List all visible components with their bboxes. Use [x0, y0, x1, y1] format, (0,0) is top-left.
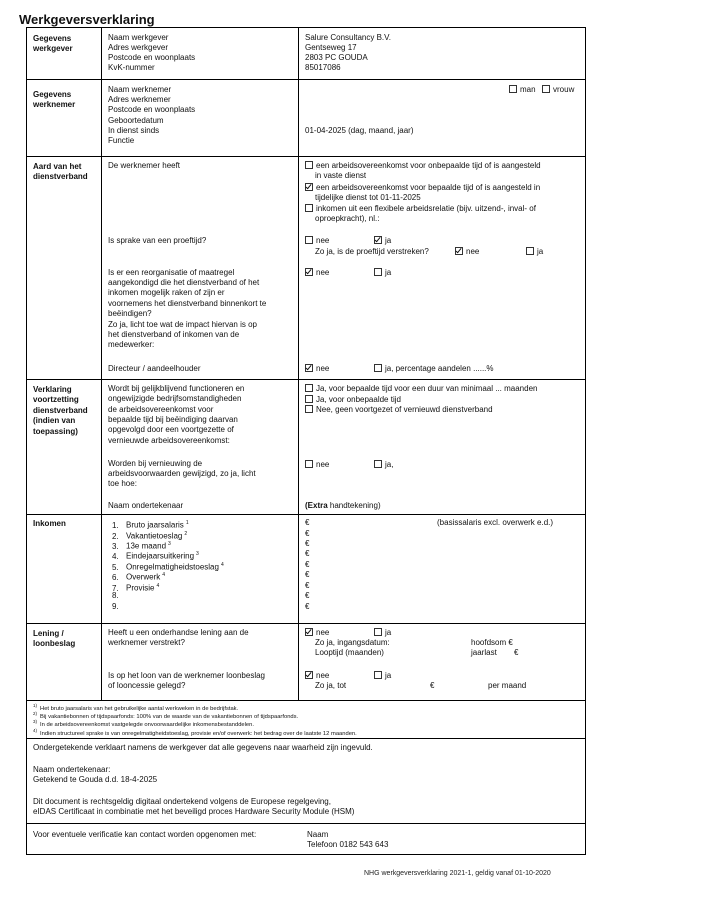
inkomen-item-label: Bruto jaarsalaris: [126, 520, 184, 530]
werkgever-heading-2: werkgever: [33, 44, 73, 53]
checkbox-icon[interactable]: [305, 384, 313, 392]
werknemer-label: Geboortedatum: [108, 116, 164, 125]
reorg-question: aangekondigd die het dienstverband of het: [108, 278, 260, 287]
checkbox-checked-icon[interactable]: [305, 268, 313, 276]
footnote-marker: 3): [33, 719, 38, 724]
directeur-nee[interactable]: nee: [305, 364, 329, 375]
checkbox-checked-icon[interactable]: [374, 236, 382, 244]
inkomen-euro-field[interactable]: €: [305, 591, 310, 600]
dienstverband-heading-2: dienstverband: [33, 172, 88, 181]
werkgever-label: Adres werkgever: [108, 43, 169, 52]
vernieuwing-question: arbeidsvoorwaarden gewijzigd, zo ja, licht: [108, 469, 256, 478]
werknemer-heading-1: Gegevens: [33, 90, 72, 99]
inkomen-item-number: 6.: [112, 572, 119, 582]
per-maand-label: per maand: [488, 681, 527, 690]
reorg-question: Zo ja, licht toe wat de impact hiervan is op: [108, 320, 257, 329]
footnote-ref: 2: [184, 531, 188, 537]
footnote-marker: 2): [33, 711, 38, 716]
inkomen-item-number: 7.: [112, 583, 119, 593]
inkomen-euro-field[interactable]: €: [305, 581, 310, 590]
lening-question: Heeft u een onderhandse lening aan de: [108, 628, 249, 637]
vernieuwing-question: toe hoe:: [108, 479, 137, 488]
loonbeslag-nee[interactable]: nee: [305, 671, 329, 682]
footnote-text: In de arbeidsovereenkomst vastgelegde onvoorwaardelijke inkomensbestanddelen.: [40, 721, 254, 728]
checkbox-icon[interactable]: [305, 405, 313, 413]
inkomen-euro-field[interactable]: €: [305, 560, 310, 569]
vernieuwing-ja[interactable]: ja,: [374, 460, 393, 471]
loonbeslag-question: Is op het loon van de werknemer loonbeslag: [108, 671, 265, 680]
inkomen-item: [112, 591, 126, 602]
inkomen-euro-field[interactable]: €: [305, 549, 310, 558]
voortzetting-heading: voortzetting: [33, 395, 79, 404]
option-flexibel[interactable]: inkomen uit een flexibele arbeidsrelatie (bijv. uitzend-, inval- of: [305, 204, 536, 215]
loonbeslag-question: of looncessie gelegd?: [108, 681, 186, 690]
page-footer: NHG werkgeversverklaring 2021-1, geldig vanaf 01-10-2020: [364, 870, 551, 877]
checkbox-icon[interactable]: [509, 85, 517, 93]
werknemer-heading-2: werknemer: [33, 100, 76, 109]
verificatie-naam: Naam: [307, 830, 329, 839]
gender-man-option[interactable]: man: [509, 85, 536, 96]
werknemer-label: Adres werknemer: [108, 95, 171, 104]
footnote-text: Het bruto jaarsalaris van het gebruikelijke aantal werkweken in de bedrijfstak.: [40, 705, 239, 712]
dienstverband-heading-1: Aard van het: [33, 162, 82, 171]
loonbeslag-ja[interactable]: ja: [374, 671, 391, 682]
werkgever-value: Salure Consultancy B.V.: [305, 33, 391, 42]
proeftijd-verstreken-question: Zo ja, is de proeftijd verstreken?: [315, 247, 429, 256]
checkbox-icon[interactable]: [374, 628, 382, 636]
inkomen-euro-field[interactable]: €: [305, 539, 310, 548]
column-divider: [101, 28, 102, 700]
inkomen-item-number: 9.: [112, 602, 119, 611]
voortzetting-option-bepaald[interactable]: Ja, voor bepaalde tijd voor een duur van minimaal ... maanden: [305, 384, 537, 395]
inkomen-note: (basissalaris excl. overwerk e.d.): [437, 518, 554, 527]
checkbox-icon[interactable]: [526, 247, 534, 255]
inkomen-item-number: 5.: [112, 562, 119, 572]
footnote-text: Bij vakantiebonnen of tijdspaarfonds: 100% van de waarde van de vakantiebonnen of tijdspaarfonds.: [40, 713, 299, 720]
divider: [27, 79, 585, 80]
voortzetting-question: ongewijzigde bedrijfsomstandigheden: [108, 394, 242, 403]
checkbox-icon[interactable]: [305, 236, 313, 244]
legal-text: Dit document is rechtsgeldig digitaal ondertekend volgens de Europese regelgeving,: [33, 797, 331, 806]
voortzetting-option-nee[interactable]: Nee, geen voortgezet of vernieuwd dienstverband: [305, 405, 493, 416]
inkomen-item-label: Provisie: [126, 583, 155, 593]
naam-ondertekenaar-label: Naam ondertekenaar: [108, 501, 184, 510]
inkomen-item-label: 13e maand: [126, 541, 167, 551]
inkomen-euro-field[interactable]: €: [305, 602, 310, 611]
verificatie-text: Voor eventuele verificatie kan contact worden opgenomen met:: [33, 830, 257, 839]
footnote-ref: 1: [185, 520, 189, 526]
option-text-continued: tijdelijke dienst tot 01-11-2025: [315, 193, 421, 202]
directeur-ja[interactable]: ja, percentage aandelen ......%: [374, 364, 494, 375]
inkomen-item-number: 2.: [112, 531, 119, 541]
vernieuwing-question: Worden bij vernieuwing de: [108, 459, 203, 468]
declaration-statement: Ondergetekende verklaart namens de werkgever dat alle gegevens naar waarheid zijn ingevuld.: [33, 743, 373, 752]
checkbox-checked-icon[interactable]: [305, 628, 313, 636]
checkbox-icon[interactable]: [374, 268, 382, 276]
footnote-ref: 3: [168, 541, 171, 547]
ingangsdatum-label: Zo ja, ingangsdatum:: [315, 638, 390, 647]
werkgever-heading-1: Gegevens: [33, 34, 72, 43]
gender-vrouw-option[interactable]: vrouw: [542, 85, 574, 96]
inkomen-euro-field[interactable]: €: [305, 518, 310, 527]
checkbox-checked-icon[interactable]: [455, 247, 463, 255]
checkbox-checked-icon[interactable]: [305, 183, 313, 191]
voortzetting-heading: toepassing): [33, 427, 78, 436]
werknemer-label: Naam werknemer: [108, 85, 172, 94]
column-divider: [298, 28, 299, 700]
divider: [27, 156, 585, 157]
werkgever-label: KvK-nummer: [108, 63, 155, 72]
divider: [27, 379, 585, 380]
reorg-question: beëindigen?: [108, 309, 152, 318]
footnote-ref: 3: [196, 551, 199, 557]
getekend-text: Getekend te Gouda d.d. 18-4-2025: [33, 775, 158, 784]
option-onbepaalde-tijd[interactable]: een arbeidsovereenkomst voor onbepaalde tijd of is aangesteld: [305, 161, 541, 172]
inkomen-item-label: Overwerk: [126, 572, 161, 582]
footnote-marker: 4): [33, 728, 38, 733]
footnote-ref: 4: [162, 572, 166, 578]
werkgever-value: 2803 PC GOUDA: [305, 53, 368, 62]
inkomen-item-number: 1.: [112, 520, 119, 530]
extra-handtekening: (Extra handtekening): [305, 501, 381, 510]
hoofdsom-label: hoofdsom €: [471, 638, 513, 647]
form-frame: [26, 27, 586, 855]
divider: [27, 823, 585, 824]
checkbox-icon[interactable]: [305, 460, 313, 468]
inkomen-item-number: 4.: [112, 551, 119, 561]
werkgever-value: 85017086: [305, 63, 341, 72]
werkgever-label: Naam werkgever: [108, 33, 169, 42]
option-text-continued: oproepkracht), nl.:: [315, 214, 380, 223]
reorg-question: het dienstverband of inkomen van de: [108, 330, 240, 339]
footnote-marker: 1): [33, 703, 38, 708]
voortzetting-question: Wordt bij gelijkblijvend functioneren en: [108, 384, 245, 393]
lening-nee[interactable]: nee: [305, 628, 329, 639]
option-text-continued: in vaste dienst: [315, 171, 367, 180]
jaarlast-euro: €: [514, 648, 519, 657]
verstreken-ja[interactable]: ja: [526, 247, 543, 258]
footnote-ref: 4: [220, 562, 224, 568]
reorg-question: Is er een reorganisatie of maatregel: [108, 268, 235, 277]
voortzetting-heading: dienstverband: [33, 406, 88, 415]
inkomen-euro-field[interactable]: €: [305, 570, 310, 579]
inkomen-euro-field[interactable]: €: [305, 529, 310, 538]
voortzetting-heading: Verklaring: [33, 385, 72, 394]
divider: [27, 623, 585, 624]
reorg-nee[interactable]: nee: [305, 268, 329, 279]
voortzetting-question: bepaalde tijd bij beëindiging daarvan: [108, 415, 238, 424]
lening-ja[interactable]: ja: [374, 628, 391, 639]
reorg-ja[interactable]: ja: [374, 268, 391, 279]
reorg-question: inkomen mogelijk raken of zijn er: [108, 288, 225, 297]
directeur-question: Directeur / aandeelhouder: [108, 364, 201, 373]
werknemer-label: Postcode en woonplaats: [108, 105, 196, 114]
vernieuwing-nee[interactable]: nee: [305, 460, 329, 471]
footnote-ref: 4: [156, 583, 160, 589]
inkomen-item-label: Onregelmatigheidstoeslag: [126, 562, 219, 572]
voortzetting-question: opgevolgd door een voortgezette of: [108, 425, 234, 434]
checkbox-icon[interactable]: [374, 671, 382, 679]
werknemer-label: In dienst sinds: [108, 126, 160, 135]
proeftijd-nee[interactable]: nee: [305, 236, 329, 247]
werknemer-heeft-label: De werknemer heeft: [108, 161, 181, 170]
in-dienst-value: 01-04-2025 (dag, maand, jaar): [305, 126, 414, 135]
page-title: Werkgeversverklaring: [19, 12, 155, 27]
divider: [27, 700, 585, 701]
checkbox-checked-icon[interactable]: [305, 364, 313, 372]
checkbox-icon[interactable]: [374, 460, 382, 468]
werknemer-label: Functie: [108, 136, 135, 145]
inkomen-item-number: 3.: [112, 541, 119, 551]
option-bepaalde-tijd[interactable]: een arbeidsovereenkomst voor bepaalde tijd of is aangesteld in: [305, 183, 540, 194]
lening-heading: Lening /: [33, 629, 64, 638]
lening-heading: loonbeslag: [33, 639, 76, 648]
verstreken-nee[interactable]: nee: [455, 247, 479, 258]
voortzetting-heading: (indien van: [33, 416, 76, 425]
checkbox-icon[interactable]: [374, 364, 382, 372]
inkomen-heading: Inkomen: [33, 519, 66, 528]
zo-ja-tot-label: Zo ja, tot: [315, 681, 347, 690]
inkomen-item-number: 8.: [112, 591, 119, 600]
lening-question: werknemer verstrekt?: [108, 638, 185, 647]
checkbox-checked-icon[interactable]: [305, 671, 313, 679]
jaarlast-label: jaarlast: [471, 648, 497, 657]
footnote: [33, 727, 357, 739]
checkbox-icon[interactable]: [542, 85, 550, 93]
verificatie-telefoon: Telefoon 0182 543 643: [307, 840, 389, 849]
voortzetting-question: vernieuwde arbeidsovereenkomst:: [108, 436, 230, 445]
voortzetting-question: de arbeidsovereenkomst voor: [108, 405, 214, 414]
werkgever-label: Postcode en woonplaats: [108, 53, 196, 62]
checkbox-icon[interactable]: [305, 204, 313, 212]
proeftijd-question: Is sprake van een proeftijd?: [108, 236, 207, 245]
looptijd-label: Looptijd (maanden): [315, 648, 384, 657]
inkomen-item-label: Eindejaarsuitkering: [126, 551, 195, 561]
naam-ondertekenaar-field: Naam ondertekenaar:: [33, 765, 111, 774]
divider: [27, 514, 585, 515]
proeftijd-ja[interactable]: ja: [374, 236, 391, 247]
inkomen-item-label: Vakantietoeslag: [126, 531, 183, 541]
reorg-question: medewerker:: [108, 340, 155, 349]
reorg-question: voornemens het dienstverband binnenkort te: [108, 299, 267, 308]
werkgever-value: Gentseweg 17: [305, 43, 357, 52]
loonbeslag-euro: €: [430, 681, 435, 690]
checkbox-icon[interactable]: [305, 395, 313, 403]
inkomen-item: [112, 602, 126, 613]
checkbox-icon[interactable]: [305, 161, 313, 169]
legal-text: eIDAS Certificaat in combinatie met het beveiligd proces Hardware Security Module (HSM): [33, 807, 355, 816]
voortzetting-option-onbepaald[interactable]: Ja, voor onbepaalde tijd: [305, 395, 401, 406]
footnote-text: Indien structureel sprake is van onregelmatigheidstoeslag, provisie en/of overwerk: het bedrag over de laatste 12 maanden.: [40, 730, 357, 737]
